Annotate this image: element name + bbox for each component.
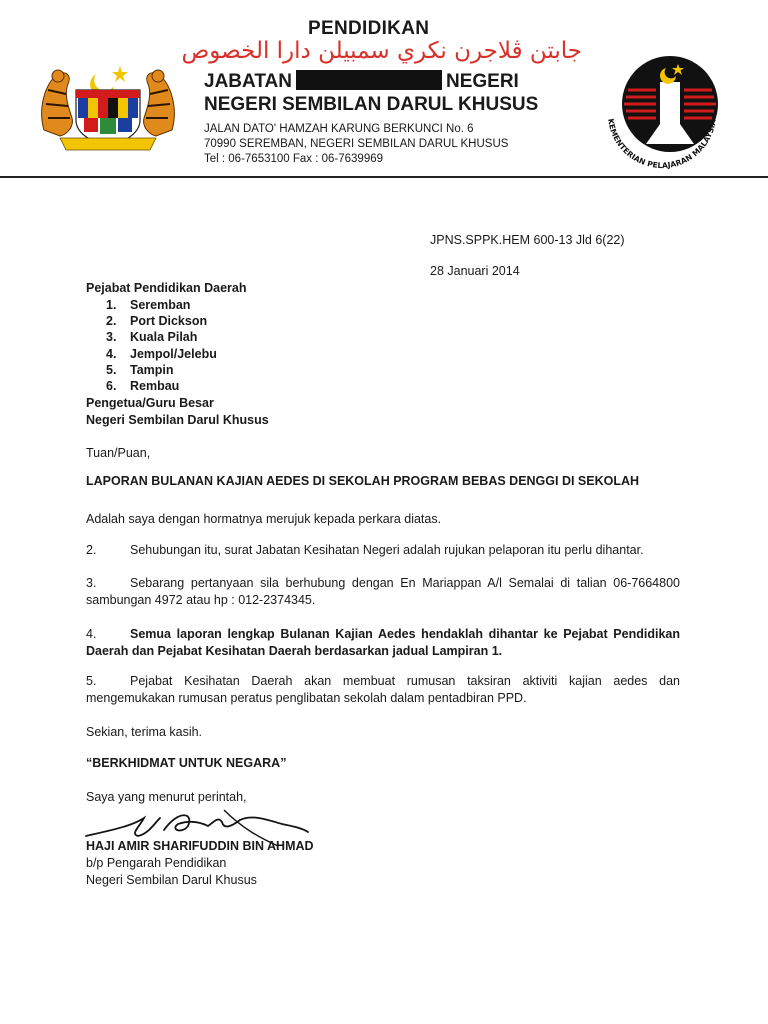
contact-line: Tel : 06-7653100 Fax : 06-7639969: [204, 153, 384, 165]
recipient-line: Pengetua/Guru Besar: [86, 396, 214, 410]
malaysia-coat-of-arms-icon: [38, 60, 178, 152]
paragraph-4: 4. Semua laporan lengkap Bulanan Kajian Aedes hendaklah dihantar ke Pejabat Pendidikan Daerah dan Pejabat Kesihatan Daerah berdasarkan jadual Lampiran 1.: [86, 627, 680, 658]
paragraph-2: 2. Sehubungan itu, surat Jabatan Kesihatan Negeri adalah rujukan pelaporan itu perlu dihantar.: [86, 543, 644, 557]
kementerian-pelajaran-logo-icon: [598, 52, 726, 170]
reference-number: JPNS.SPPK.HEM 600-13 Jld 6(22): [430, 233, 625, 247]
list-item: 1. Seremban: [106, 298, 191, 312]
letterhead-top-label: PENDIDIKAN: [308, 18, 430, 39]
letter-date: 28 Januari 2014: [430, 264, 520, 278]
signer-organization: Negeri Sembilan Darul Khusus: [86, 873, 257, 887]
list-item: 3. Kuala Pilah: [106, 330, 198, 345]
recipient-heading: Pejabat Pendidikan Daerah: [86, 281, 247, 295]
address-line: JALAN DATO' HAMZAH KARUNG BERKUNCI No. 6: [204, 123, 474, 135]
letterhead-divider: [0, 176, 768, 178]
letterhead-state-line: NEGERI SEMBILAN DARUL KHUSUS: [204, 94, 539, 115]
list-item: 5. Tampin: [106, 362, 174, 377]
list-item: 2. Port Dickson: [106, 314, 208, 329]
letter-subject: LAPORAN BULANAN KAJIAN AEDES DI SEKOLAH PROGRAM BEBAS DENGGI DI SEKOLAH: [86, 474, 640, 488]
signer-name: HAJI AMIR SHARIFUDDIN BIN AHMAD: [86, 839, 314, 853]
letterhead-jabatan-word: JABATAN: [204, 71, 292, 92]
redaction-bar: [296, 70, 442, 90]
address-line: 70990 SEREMBAN, NEGERI SEMBILAN DARUL KHUSUS: [204, 138, 509, 150]
letterhead-negeri-word: NEGERI: [445, 71, 519, 92]
district-list: [106, 297, 217, 394]
letterhead-jawi-title: جابتن ڤلاجرن نكري سمبيلن دارا الخصوص: [181, 38, 582, 64]
letterhead-department-line: [204, 70, 519, 93]
paragraph-5: 5. Pejabat Kesihatan Daerah akan membuat rumusan taksiran aktiviti kajian aedes dan mengemukakan rumusan peratus penglibatan sekolah dalam pentadbiran PPD.: [86, 674, 680, 705]
list-item: 4. Jempol/Jelebu: [106, 346, 217, 361]
letterhead-address: [204, 122, 508, 167]
recipient-block-2: [86, 395, 269, 428]
motto: “BERKHIDMAT UNTUK NEGARA”: [86, 756, 287, 770]
signature-intro: Saya yang menurut perintah,: [86, 790, 247, 804]
list-item: 6. Rembau: [106, 378, 180, 393]
recipient-line: Negeri Sembilan Darul Khusus: [86, 412, 269, 427]
paragraph-1: Adalah saya dengan hormatnya merujuk kepada perkara diatas.: [86, 512, 442, 526]
kpm-ring-text: KEMENTERIAN PELAJARAN MALAYSIA: [606, 118, 718, 170]
salutation: Tuan/Puan,: [86, 446, 151, 460]
paragraph-3: 3. Sebarang pertanyaan sila berhubung dengan En Mariappan A/l Semalai di talian 06-7664800 sambungan 4972 atau hp : 012-2374345.: [86, 576, 680, 607]
closing-line: Sekian, terima kasih.: [86, 725, 203, 739]
signer-role: b/p Pengarah Pendidikan: [86, 856, 227, 870]
